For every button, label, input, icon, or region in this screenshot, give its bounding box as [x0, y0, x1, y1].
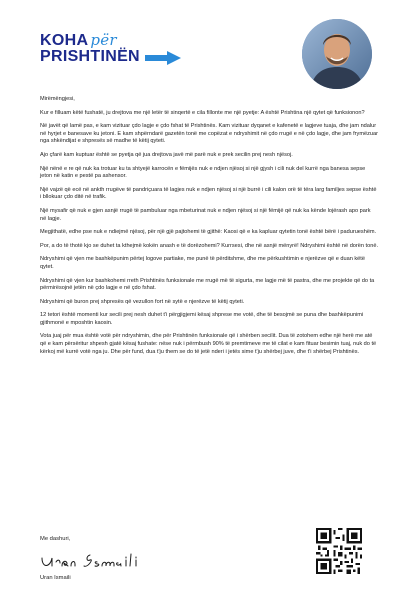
letter-paragraph: Ndryshimi që buron prej shpresës që vezullon fort në sytë e njerëzve të këtij qyteti.	[40, 298, 245, 305]
letter-paragraph: Vota juaj për mua është votë për ndryshimin, dhe për Prishtinën funksionale që i shërben secilit. Dua të zotohem edhe një herë me atë që e kam përsëritur shpesh gjatë kësaj fushate: nëse nuk i përmbush 90% të premtimeve me të cilat e kam fituar besimin tuaj, nuk do të kërkoj më kurrë votë nga ju. Dhe për fund, dua t'ju them se do të jetë nderi i jetës sime t'ju shërbej juve, dhe t'i shërbej Prishtinës.	[40, 333, 377, 355]
logo-word-koha: KOHA	[40, 32, 89, 49]
letter-closing: Me dashuri,	[40, 536, 71, 542]
letter-paragraph: Një nënë e re që nuk ka trotuar ku ta shtyejë karrocën e fëmijës nuk e ndjen njësoj si një gjysh i cili nuk del kurrë nga banesa sepse jeton në katin e pestë pa ashensor.	[40, 165, 366, 180]
candidate-photo-image	[302, 19, 372, 89]
candidate-photo	[302, 19, 372, 89]
letter-paragraph: Në javët që lamë pas, e kam vizituar çdo lagje e çdo fshat të Prishtinës. Kam vizituar dyqanet e kafenetë e lagjeve tuaja, dhe jam ndalur në hyrjet e banesave ku jetoni. E kam shpërndarë gazetën tonë me copëzat e ndryshimit në çdo rrugë e në çdo lagje, dhe jam frymëzuar nga shkëndijat e shpresës së madhe të këtij qyteti.	[40, 123, 378, 145]
letter-paragraph: Ndryshimi që vjen kur bashkohemi rreth Prishtinës funksionale me rrugë më të sigurta, me lagje më të pastra, dhe me projekte që do ta përmirësojnë jetën në çdo lagje e në çdo fshat.	[40, 277, 375, 292]
handwritten-signature	[40, 550, 160, 572]
letter-paragraph: Megjithatë, edhe pse nuk e ndiejmë njësoj, për një gjë pajtohemi të gjithë: Kaosi që e ka kapluar qytetin tonë është bërë i padurueshëm.	[40, 229, 377, 236]
logo-word-per: për	[90, 31, 117, 49]
logo-word-prishtinen: PRISHTINËN	[40, 48, 140, 65]
letter-salutation: Mirëmëngjesi,	[40, 96, 75, 102]
letter-paragraph: 12 tetori është momenti kur secili prej nesh duhet t'i përgjigjemi kësaj shprese me votë, dhe të besojmë se puna dhe bashkëpunimi gjithmonë e mposhtin kaosin.	[40, 312, 364, 326]
letter-paragraph: Ajo çfarë kam kuptuar është se pyetja që jua drejtova javë më parë nuk e prek secilin prej nesh njësoj.	[40, 151, 293, 158]
logo-arrow-icon	[145, 51, 181, 65]
letter-paragraph: Kur e filluam këtë fushatë, ju drejtova me një letër të sinqertë e cila fillonte me një pyetje: A është Prishtina një qytet që funksionon?	[40, 109, 365, 116]
letter-body	[40, 96, 378, 362]
letter-paragraph: Një vajzë që ecë në ankth rrugëve të pandriçuara të lagjes nuk e ndjen njësoj si një burrë i cili kalon orë të tëra larg familjes sepse është i bllokuar çdo ditë në trafik.	[40, 186, 377, 201]
letter-paragraph: Një mysafir që nuk e gjen asnjë rrugë të pambuluar nga mbeturinat nuk e ndjen njësoj si një fëmijë që nuk ka kënde lojërash apo park në lagje.	[40, 207, 371, 222]
campaign-logo	[40, 32, 180, 72]
signature-name: Uran Ismaili	[40, 575, 71, 581]
qr-code[interactable]	[316, 528, 362, 574]
letter-paragraph: Por, a do të thotë kjo se duhet ta kthejmë kokën anash e të dorëzohemi? Kurrsesi, dhe në asnjë mënyrë! Ndryshimi është në dorën tonë.	[40, 242, 378, 249]
letter-paragraph: Ndryshimi që vjen me bashkëpunim përtej logove partiake, me punë të përditshme, dhe me përkushtimin e njerëzve që e duan këtë qytet.	[40, 256, 365, 270]
